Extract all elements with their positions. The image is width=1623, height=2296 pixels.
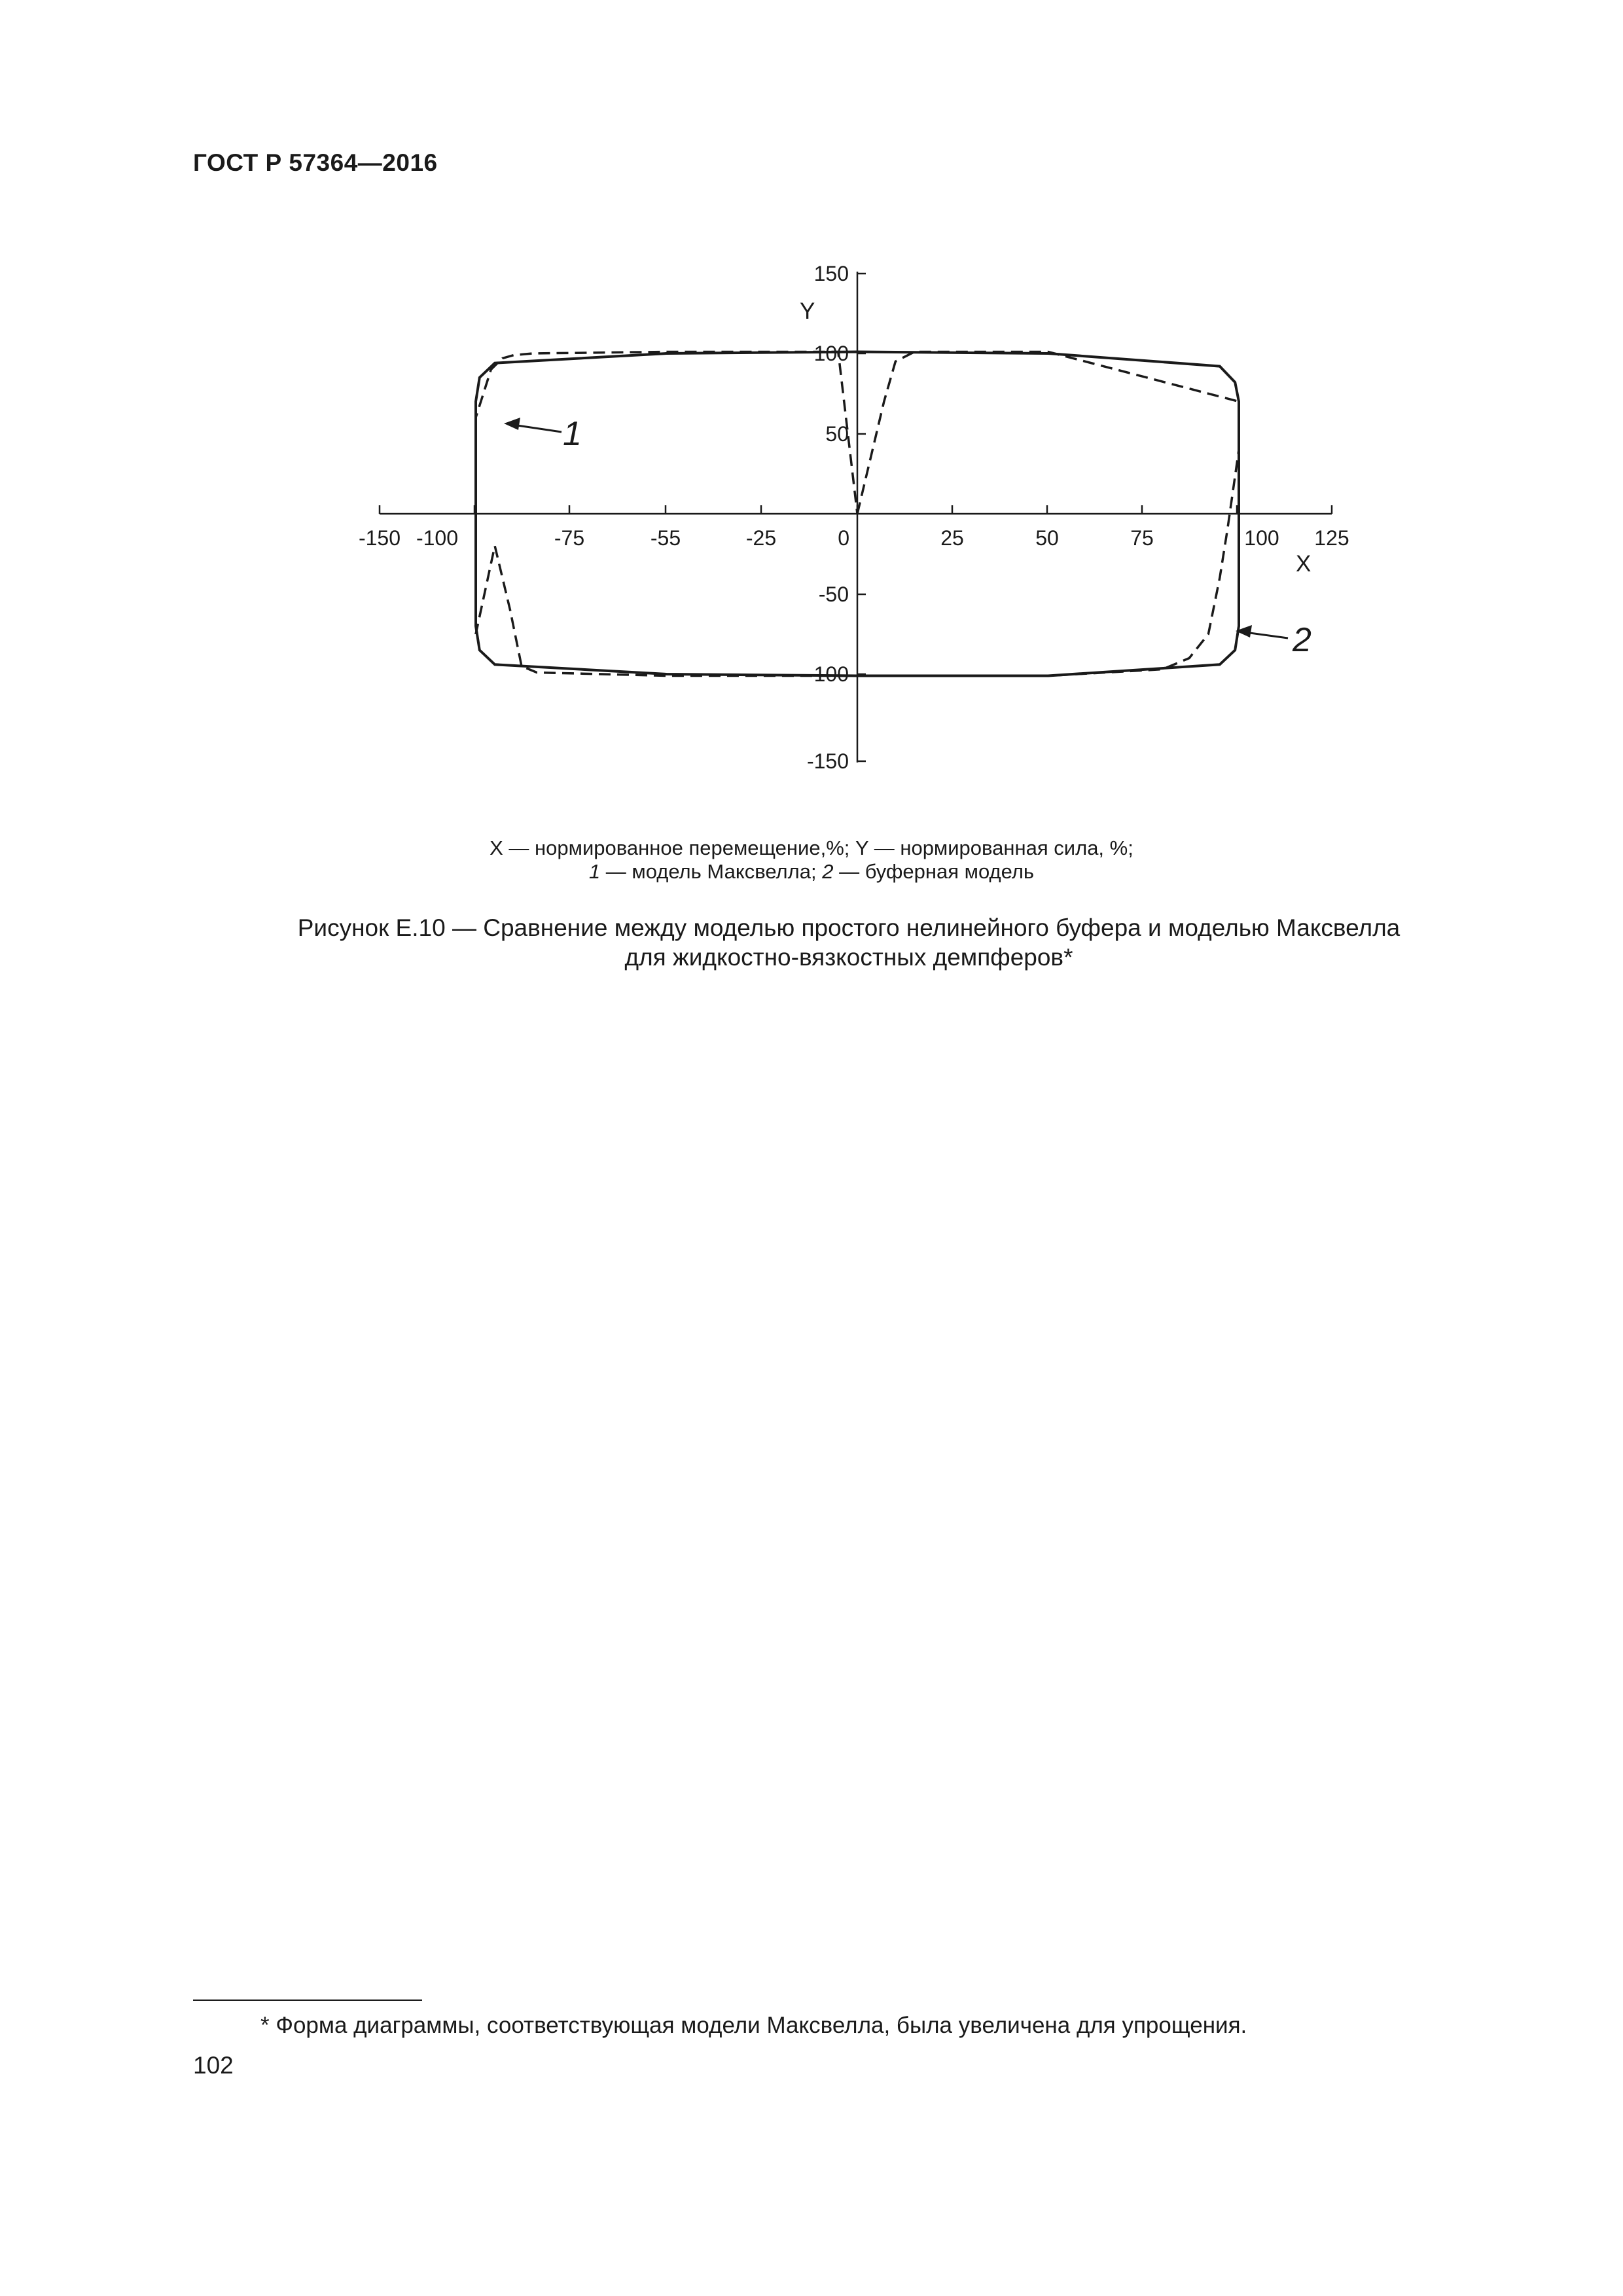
x-tick-label: 125 [1314,526,1349,550]
figure-caption-line-1: Рисунок Е.10 — Сравнение между моделью простого нелинейного буфера и моделью Максвелла [297,914,1400,941]
x-tick-label: -150 [358,526,401,550]
legend-text-1: — модель Максвелла; [600,860,823,883]
figure-legend-line-2 [0,860,1623,884]
page-number: 102 [193,2052,234,2079]
annotation-1 [504,415,582,453]
y-tick-label: -150 [806,749,849,773]
x-tick-label: 75 [1130,526,1154,550]
annotation-2-label: 2 [1293,621,1311,659]
x-axis-label: X [1296,551,1311,577]
y-tick-label: -50 [818,583,849,606]
y-tick-label: 100 [813,342,849,365]
annotation-1-label: 1 [563,415,582,453]
x-tick-label: -55 [650,526,681,550]
legend-text-2: — буферная модель [833,860,1035,883]
figure-legend-line-1: X — нормированное перемещение,%; Y — нормированная сила, %; [490,836,1133,859]
x-tick-label: -75 [554,526,585,550]
x-tick-label: 50 [1035,526,1059,550]
document-code: ГОСТ Р 57364—2016 [193,149,438,176]
footnote-divider [193,2000,422,2001]
x-tick-label: 100 [1244,526,1279,550]
legend-number-1: 1 [588,860,601,883]
footnote: * Форма диаграммы, соответствующая модели Максвелла, была увеличена для упрощения. [260,2013,1247,2038]
legend-number-2: 2 [822,860,834,883]
x-tick-label: -100 [416,526,459,550]
y-tick-label: 150 [813,262,849,285]
annotation-2 [1236,621,1311,659]
y-tick-label: 50 [825,422,849,446]
y-axis-label: Y [800,298,815,324]
figure-caption-line-2: для жидкостно-вязкостных демпферов* [624,944,1073,971]
hysteresis-chart [0,0,1623,851]
x-tick-label: 0 [838,526,849,550]
y-tick-label: -100 [806,662,849,686]
x-tick-label: -25 [745,526,777,550]
x-tick-label: 25 [940,526,964,550]
